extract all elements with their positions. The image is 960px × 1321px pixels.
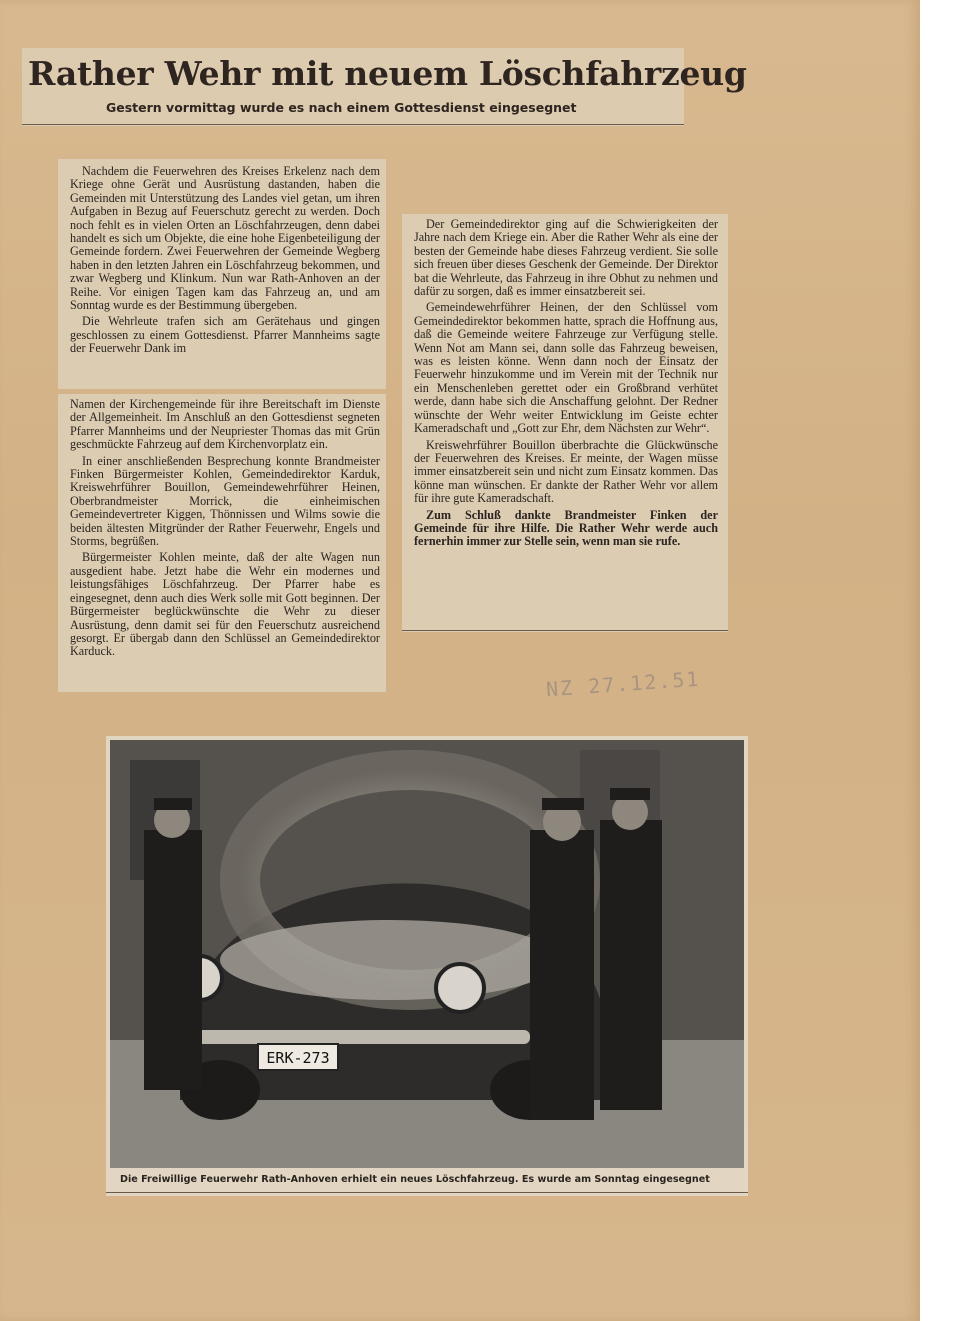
headline-rule	[22, 124, 684, 125]
subheadline: Gestern vormittag wurde es nach einem Gottesdienst eingesegnet	[106, 100, 577, 115]
handwritten-date-note: NZ 27.12.51	[545, 666, 702, 702]
paragraph: Zum Schluß dankte Brandmeister Finken der Gemeinde für ihre Hilfe. Die Rather Wehr werde auch fernerhin immer zur Stelle sein, wenn man sie rufe.	[414, 507, 718, 549]
article-column-1b	[58, 394, 386, 692]
photo-clipping	[106, 736, 748, 1196]
paragraph: Bürgermeister Kohlen meinte, daß der alte Wagen nun ausgedient habe. Jetzt habe die Wehr ein modernes und leistungsfähiges Löschfahrzeug. Der Pfarrer habe es eingesegnet, denn auch dies Werk solle mit Gott beginnen. Der Bürgermeister beglückwünschte die Wehr zu dieser Ausrüstung, denn damit sei für den Feuerschutz ausreichend gesorgt. Er übergab dann den Schlüssel an Gemeindedirektor Karduck.	[70, 550, 380, 659]
fire-truck-photo	[110, 740, 744, 1168]
article-column-2	[402, 214, 728, 632]
paragraph: Namen der Kirchengemeinde für ihre Bereitschaft im Dienste der Allgemeinheit. Im Anschluß an den Gottesdienst segneten Pfarrer Mannheims und der Neupriester Thomas das mit Grün geschmückte Fahrzeug auf dem Kirchenvorplatz ein.	[70, 397, 380, 452]
paragraph: Nachdem die Feuerwehren des Kreises Erkelenz nach dem Kriege ohne Gerät und Ausrüstung dastanden, haben die Gemeinden mit Unterstützung des Landes viel getan, um ihren Aufgaben in Bezug auf Feuerschutz gerecht zu werden. Doch noch fehlt es in vielen Orten an Löschfahrzeugen, denn dabei handelt es sich um Objekte, die eine hohe Eigenbeteiligung der Gemeinde fordern. Zwei Feuerwehren der Gemeinde Wegberg haben in den letzten Jahren ein Löschfahrzeug bekommen, und zwar Wegberg und Klinkum. Nun war Rath-Anhoven an der Reihe. Vor einigen Tagen kam das Fahrzeug an, und am Sonntag wurde es der Bestimmung übergeben.	[70, 164, 380, 313]
paragraph: In einer anschließenden Besprechung konnte Brandmeister Finken Bürgermeister Kohlen, Gemeindedirektor Karduk, Kreiswehrführer Bouillon, Gemeindewehrführer Heinen, Oberbrandmeister Morrick, die einheimischen Gemeindevertreter Kiggen, Thönnissen und Wilms sowie die beiden ältesten Mitgründer der Rather Feuerwehr, Engels und Storms, begrüßen.	[70, 453, 380, 549]
paragraph: Kreiswehrführer Bouillon überbrachte die Glückwünsche der Feuerwehren des Kreises. Er meinte, der Wagen müsse immer einsatzbereit sein und nicht zum Einsatz kommen. Das könne man wünschen. Er dankte der Rather Wehr vor allem für ihre gute Kameradschaft.	[414, 437, 718, 506]
paragraph: Der Gemeindedirektor ging auf die Schwierigkeiten der Jahre nach dem Kriege ein. Aber die Rather Wehr als eine der besten der Gemeinde habe dieses Fahrzeug verdient. Sie solle sich freuen über dieses Geschenk der Gemeinde. Der Direktor bat die Wehrleute, das Fahrzeug in ihre Obhut zu nehmen und dafür zu sorgen, daß es immer einsatzbereit sei.	[414, 217, 718, 299]
photo-caption: Die Freiwillige Feuerwehr Rath-Anhoven erhielt ein neues Löschfahrzeug. Es wurde am Sonntag eingesegnet	[120, 1174, 710, 1185]
headline: Rather Wehr mit neuem Löschfahrzeug	[28, 54, 747, 93]
photo-illustration	[110, 740, 744, 1168]
paragraph: Gemeindewehrführer Heinen, der den Schlüssel vom Gemeindedirektor bekommen hatte, sprach die Hoffnung aus, daß die Gemeinde weitere Fahrzeuge zur Verfügung stelle. Wenn Not am Mann sei, dann solle das Fahrzeug beweisen, was es leisten könne. Wenn dann noch der Einsatz der Feuerwehr hinzukomme und im Verein mit der Technik nur ein Menschenleben gerettet oder ein Großbrand verhütet werde, dann habe sich die Anschaffung gelohnt. Der Redner wünschte der Wehr weiter Entwicklung im Geiste echter Kameradschaft und „Gott zur Ehr, dem Nächsten zur Wehr“.	[414, 300, 718, 436]
license-plate-text: ERK-273	[266, 1049, 330, 1067]
article-column-1a	[58, 159, 386, 389]
column-rule	[402, 630, 728, 631]
caption-rule	[106, 1192, 748, 1193]
headline-clipping	[22, 48, 747, 126]
paragraph: Die Wehrleute trafen sich am Gerätehaus und gingen geschlossen zu einem Gottesdienst. Pfarrer Mannheims sagte der Feuerwehr Dank im	[70, 314, 380, 356]
